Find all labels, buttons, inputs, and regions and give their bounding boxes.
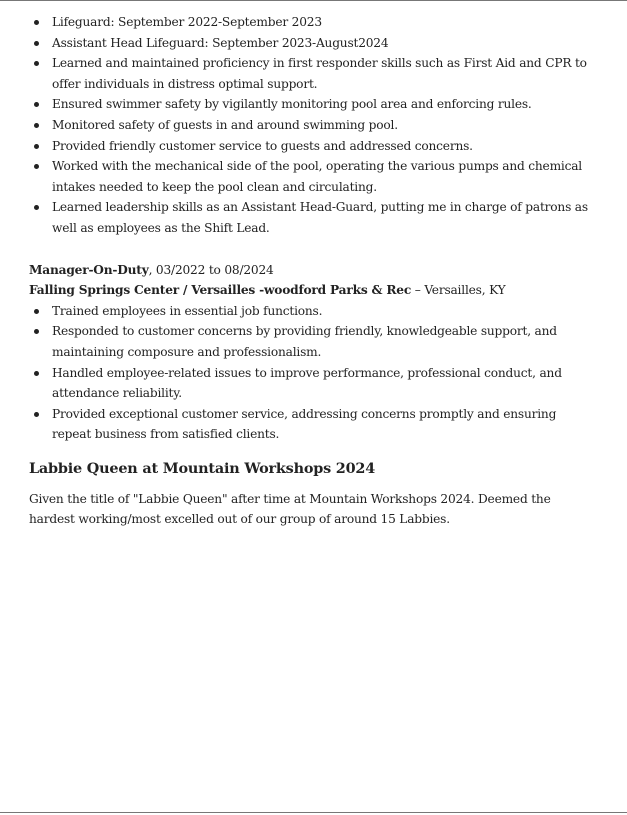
employer-name: Falling Springs Center / Versailles -woodford Parks & Rec	[29, 283, 412, 298]
list-item: Lifeguard: September 2022-September 2023	[52, 12, 595, 33]
employer-location: – Versailles, KY	[411, 283, 506, 298]
resume-page-content	[29, 12, 595, 530]
manager-job-entry	[29, 260, 595, 445]
manager-bullet-list	[29, 301, 595, 445]
bottom-divider	[0, 812, 627, 813]
employer-line	[29, 280, 595, 301]
list-item: Worked with the mechanical side of the pool, operating the various pumps and chemical intakes needed to keep the pool clean and circulating.	[52, 156, 595, 197]
list-item: Ensured swimmer safety by vigilantly monitoring pool area and enforcing rules.	[52, 94, 595, 115]
top-divider	[0, 0, 627, 1]
list-item: Learned leadership skills as an Assistant Head-Guard, putting me in charge of patrons as well as employees as the Shift Lead.	[52, 197, 595, 238]
list-item: Provided friendly customer service to guests and addressed concerns.	[52, 136, 595, 157]
list-item: Monitored safety of guests in and around swimming pool.	[52, 115, 595, 136]
job-title-line	[29, 260, 595, 281]
list-item: Provided exceptional customer service, addressing concerns promptly and ensuring repeat business from satisfied clients.	[52, 404, 595, 445]
list-item: Handled employee-related issues to improve performance, professional conduct, and attendance reliability.	[52, 363, 595, 404]
list-item: Assistant Head Lifeguard: September 2023-August2024	[52, 33, 595, 54]
list-item: Responded to customer concerns by providing friendly, knowledgeable support, and maintaining composure and professionalism.	[52, 321, 595, 362]
list-item: Learned and maintained proficiency in first responder skills such as First Aid and CPR to offer individuals in distress optimal support.	[52, 53, 595, 94]
list-item: Trained employees in essential job functions.	[52, 301, 595, 322]
job-title: Manager-On-Duty	[29, 262, 149, 277]
award-description: Given the title of "Labbie Queen" after time at Mountain Workshops 2024. Deemed the hardest working/most excelled out of our group of around 15 Labbies.	[29, 491, 551, 527]
award-heading: Labbie Queen at Mountain Workshops 2024	[29, 459, 376, 477]
lifeguard-bullet-list	[29, 12, 595, 239]
job-dates: , 03/2022 to 08/2024	[148, 262, 274, 277]
